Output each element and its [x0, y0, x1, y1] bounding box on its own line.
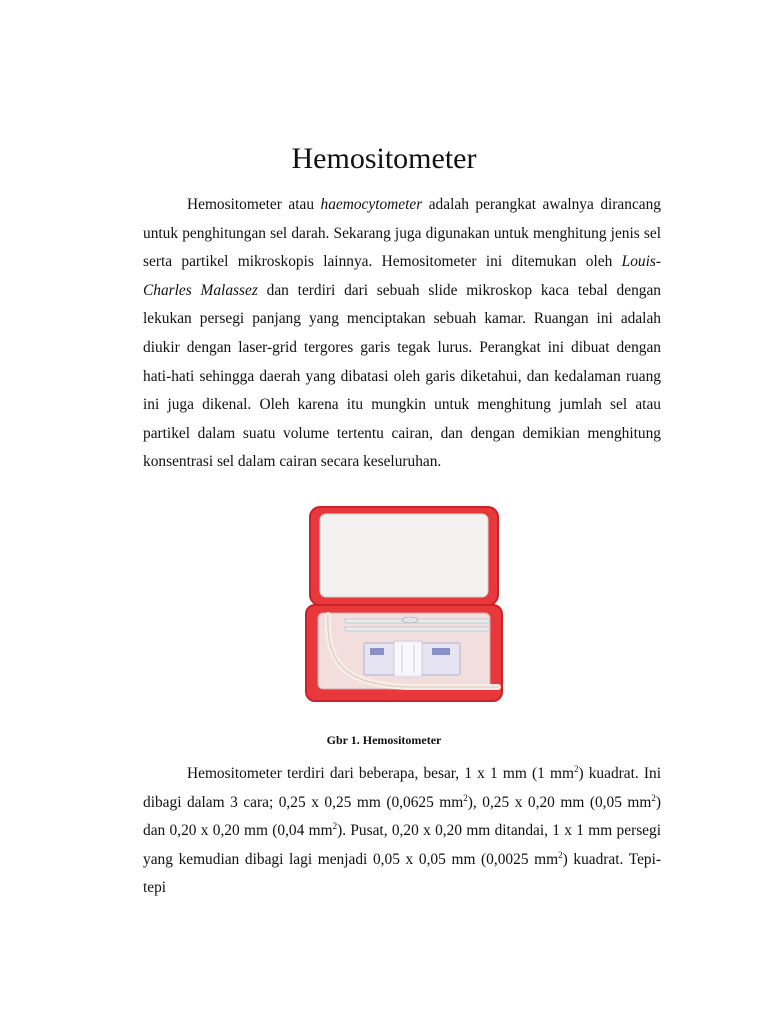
desc-text-4: ) dan 0,20 x 0,20 mm (0,04 mm — [143, 793, 661, 840]
figure-caption: Gbr 1. Hemositometer — [326, 733, 442, 747]
term-haemocytometer: haemocytometer — [320, 196, 423, 213]
superscript-2: 2 — [332, 821, 338, 832]
superscript-2: 2 — [558, 849, 563, 860]
desc-text-1: Hemositometer terdiri dari beberapa, besar, 1 x 1 mm (1 mm — [187, 765, 574, 782]
lid-foam-insert — [320, 514, 488, 597]
desc-text-6: ) kuadrat. Tepi-tepi — [143, 850, 662, 897]
inventor-name: Louis-Charles Malassez — [143, 253, 661, 299]
pipette-lower — [344, 627, 490, 631]
pipette-bulb — [402, 617, 418, 623]
document-title: Hemositometer — [291, 142, 477, 175]
slide-label-right — [432, 648, 450, 655]
intro-paragraph — [143, 191, 661, 477]
desc-text-3: ), 0,25 x 0,20 mm (0,05 mm — [467, 793, 652, 811]
slide-label-left — [370, 648, 384, 655]
desc-text-5: ). Pusat, 0,20 x 0,20 mm ditandai, 1 x 1 mm persegi yang kemudian dibagi lagi menjadi 0,05 x 0,05 mm (0,0025 mm — [143, 822, 661, 868]
cover-glass — [394, 641, 422, 677]
intro-text-1: Hemositometer atau — [187, 196, 321, 213]
hemocytometer-case-image — [298, 501, 510, 707]
description-paragraph — [143, 760, 661, 903]
superscript-2: 2 — [651, 792, 656, 803]
intro-text-3: dan terdiri dari sebuah slide mikroskop kaca tebal dengan lekukan persegi panjang yang menciptakan sebuah kamar. Ruangan ini adalah diukir dengan laser-grid tergores garis tegak lurus. Perangkat ini dibuat dengan hati-hati sehingga daerah yang dibatasi oleh garis diketahui, dan kedalaman ruang ini juga dikenal. Oleh karena itu mungkin untuk menghitung jumlah sel atau partikel dalam suatu volume tertentu cairan, dan dengan demikian menghitung konsentrasi sel dalam cairan secara keseluruhan. — [143, 281, 661, 471]
intro-text-2: adalah perangkat awalnya dirancang untuk penghitungan sel darah. Sekarang juga digunakan untuk menghitung jenis sel serta partikel mikroskopis lainnya. Hemositometer ini ditemukan oleh — [143, 196, 661, 271]
superscript-2: 2 — [463, 792, 468, 803]
superscript-2: 2 — [573, 763, 579, 774]
hemocytometer-figure — [298, 501, 510, 707]
desc-text-2: ) kuadrat. Ini dibagi dalam 3 cara; 0,25 x 0,25 mm (0,0625 mm — [143, 765, 661, 811]
